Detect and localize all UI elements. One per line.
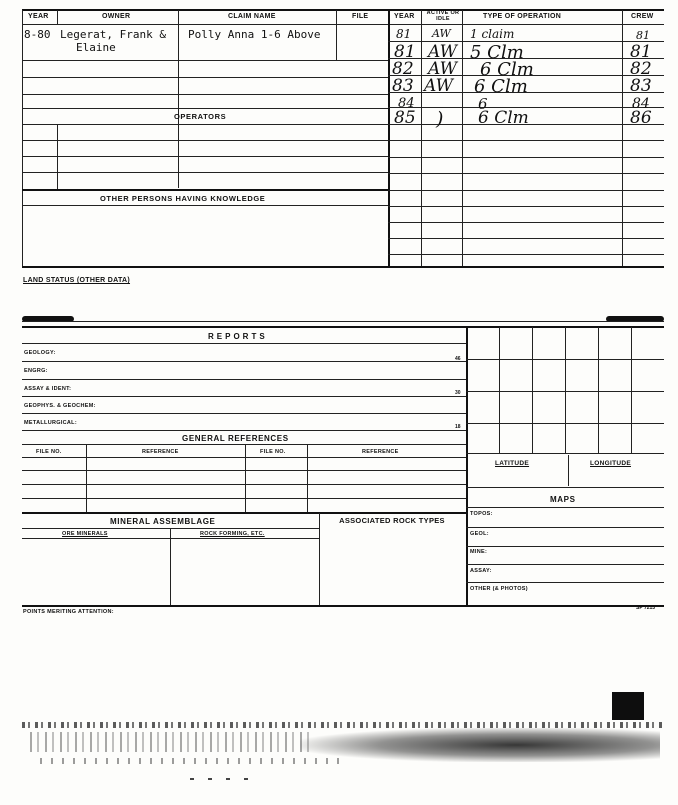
map-geol: GEOL:	[470, 531, 489, 537]
land-status-label: LAND STATUS (OTHER DATA)	[23, 277, 131, 284]
activity-row-line	[388, 206, 664, 207]
entry-owner: Legerat, Frank &	[60, 28, 166, 41]
grid-line	[499, 327, 500, 453]
header-owner: OWNER	[102, 13, 131, 20]
scan-noise	[40, 758, 340, 764]
row-line	[22, 60, 388, 61]
grid-line	[631, 327, 632, 453]
row-line	[466, 487, 664, 488]
activity-crew: 82	[630, 59, 652, 79]
row-line	[22, 413, 466, 414]
row-line	[466, 507, 664, 508]
header-year-activity: YEAR	[394, 13, 415, 20]
activity-row-line	[388, 190, 664, 191]
activity-row-line	[388, 238, 664, 239]
row-line	[466, 582, 664, 583]
top-border	[22, 9, 664, 11]
activity-year: 81	[396, 27, 412, 41]
other-persons-label: OTHER PERSONS HAVING KNOWLEDGE	[100, 194, 266, 203]
row-line	[22, 470, 466, 471]
activity-status: AW	[428, 59, 458, 79]
activity-operation: 1 claim	[470, 27, 515, 41]
maps-title: MAPS	[550, 495, 576, 504]
reference-header: REFERENCE	[142, 449, 179, 455]
row-line	[22, 498, 466, 499]
row-line	[22, 124, 388, 125]
section-line	[22, 321, 664, 322]
entry-year: 8-80	[24, 28, 51, 41]
scan-noise	[30, 732, 310, 752]
row-line	[22, 444, 466, 445]
header-year: YEAR	[28, 13, 49, 20]
row-line	[22, 512, 466, 514]
operators-label: OPERATORS	[174, 112, 227, 121]
grid-line	[565, 327, 566, 453]
col-line	[178, 10, 179, 188]
points-meriting-attention: POINTS MERITING ATTENTION:	[23, 609, 114, 615]
report-geophys: GEOPHYS. & GEOCHEM:	[24, 403, 96, 409]
col-line	[336, 10, 337, 60]
row-line	[22, 77, 388, 78]
map-assay: ASSAY:	[470, 568, 492, 574]
grid-line	[598, 327, 599, 453]
activity-status: AW	[424, 76, 454, 96]
row-line	[22, 108, 388, 109]
row-line	[22, 361, 466, 362]
grid-line	[466, 423, 664, 424]
scan-artifact-block	[612, 692, 644, 720]
report-number: 30	[455, 390, 461, 396]
row-line	[22, 396, 466, 397]
col-line	[421, 10, 422, 266]
col-line	[568, 455, 569, 486]
file-no-header: FILE NO.	[36, 449, 62, 455]
activity-crew: 81	[630, 42, 652, 62]
activity-operation: 6 Clm	[478, 108, 529, 128]
row-line	[22, 343, 466, 344]
mineral-assemblage-title: MINERAL ASSEMBLAGE	[110, 517, 216, 526]
activity-status: AW	[432, 27, 451, 40]
activity-crew: 86	[630, 108, 652, 128]
form-number: SP 7213	[636, 605, 656, 611]
grid-line	[466, 359, 664, 360]
row-line	[22, 457, 466, 458]
activity-year: 83	[392, 76, 414, 96]
activity-operation: 6 Clm	[480, 59, 534, 80]
map-topos: TOPOS:	[470, 511, 493, 517]
ore-minerals-header: ORE MINERALS	[62, 531, 108, 537]
col-line	[307, 445, 308, 512]
left-edge	[22, 10, 23, 266]
activity-year: 82	[392, 59, 414, 79]
row-line	[22, 430, 466, 431]
general-references-title: GENERAL REFERENCES	[182, 434, 289, 443]
col-line	[622, 10, 623, 266]
section-line	[22, 326, 664, 328]
rock-forming-header: ROCK FORMING, ETC.	[200, 531, 265, 537]
col-line-main	[388, 9, 390, 266]
longitude-label: LONGITUDE	[590, 460, 631, 467]
file-no-header: FILE NO.	[260, 449, 286, 455]
associated-rock-types: ASSOCIATED ROCK TYPES	[339, 516, 445, 525]
latitude-label: LATITUDE	[495, 460, 530, 467]
entry-claim: Polly Anna 1-6 Above	[188, 28, 321, 41]
map-other: OTHER (& PHOTOS)	[470, 586, 528, 592]
grid-line	[532, 327, 533, 453]
col-line	[462, 10, 463, 266]
col-line	[170, 528, 171, 605]
report-number: 46	[455, 356, 461, 362]
row-line	[22, 484, 466, 485]
activity-operation: 5 Clm	[470, 42, 524, 63]
header-claim-name: CLAIM NAME	[228, 13, 276, 20]
col-line	[86, 445, 87, 512]
activity-crew: 81	[636, 29, 650, 42]
activity-row-line	[388, 254, 664, 255]
activity-crew: 83	[630, 76, 652, 96]
report-number: 18	[455, 424, 461, 430]
row-line	[22, 538, 319, 539]
scan-noise	[300, 728, 660, 762]
col-line	[245, 445, 246, 512]
header-divider	[22, 24, 664, 25]
row-line	[22, 156, 388, 157]
header-type-of-operation: TYPE OF OPERATION	[483, 13, 562, 20]
activity-row-line	[388, 157, 664, 158]
activity-year: 84	[398, 96, 415, 111]
row-line	[22, 94, 388, 95]
row-line	[22, 172, 388, 173]
grid-line	[466, 391, 664, 392]
activity-status: AW	[428, 42, 458, 62]
reports-title: REPORTS	[208, 332, 268, 341]
grid-line	[466, 453, 664, 454]
top-table-bottom	[22, 266, 664, 268]
report-geology: GEOLOGY:	[24, 350, 56, 356]
header-file: FILE	[352, 13, 369, 20]
row-line	[466, 564, 664, 565]
activity-crew: 84	[632, 96, 650, 112]
col-line	[319, 513, 320, 605]
row-line	[22, 140, 388, 141]
entry-owner-line2: Elaine	[76, 41, 116, 54]
activity-year: 85	[394, 108, 416, 128]
report-metallurgical: METALLURGICAL:	[24, 420, 77, 426]
activity-row-line	[388, 173, 664, 174]
col-line	[57, 124, 58, 190]
section-bottom	[22, 605, 664, 607]
activity-operation: 6 Clm	[474, 76, 528, 97]
row-line	[22, 189, 388, 191]
activity-operation: 6	[478, 95, 488, 113]
activity-year: 81	[394, 42, 416, 62]
row-line	[466, 546, 664, 547]
report-assay: ASSAY & IDENT:	[24, 386, 72, 392]
activity-row-line	[388, 140, 664, 141]
report-engrg: ENGRG:	[24, 368, 48, 374]
row-line	[22, 205, 388, 206]
activity-status: )	[436, 108, 444, 130]
activity-row-line	[388, 222, 664, 223]
col-line	[57, 10, 58, 24]
header-active-idle: ACTIVE OR IDLE	[426, 10, 460, 22]
map-mine: MINE:	[470, 549, 488, 555]
reference-header: REFERENCE	[362, 449, 399, 455]
row-line	[466, 527, 664, 528]
header-crew: CREW	[631, 13, 654, 20]
row-line	[22, 379, 466, 380]
scan-noise	[190, 778, 250, 780]
